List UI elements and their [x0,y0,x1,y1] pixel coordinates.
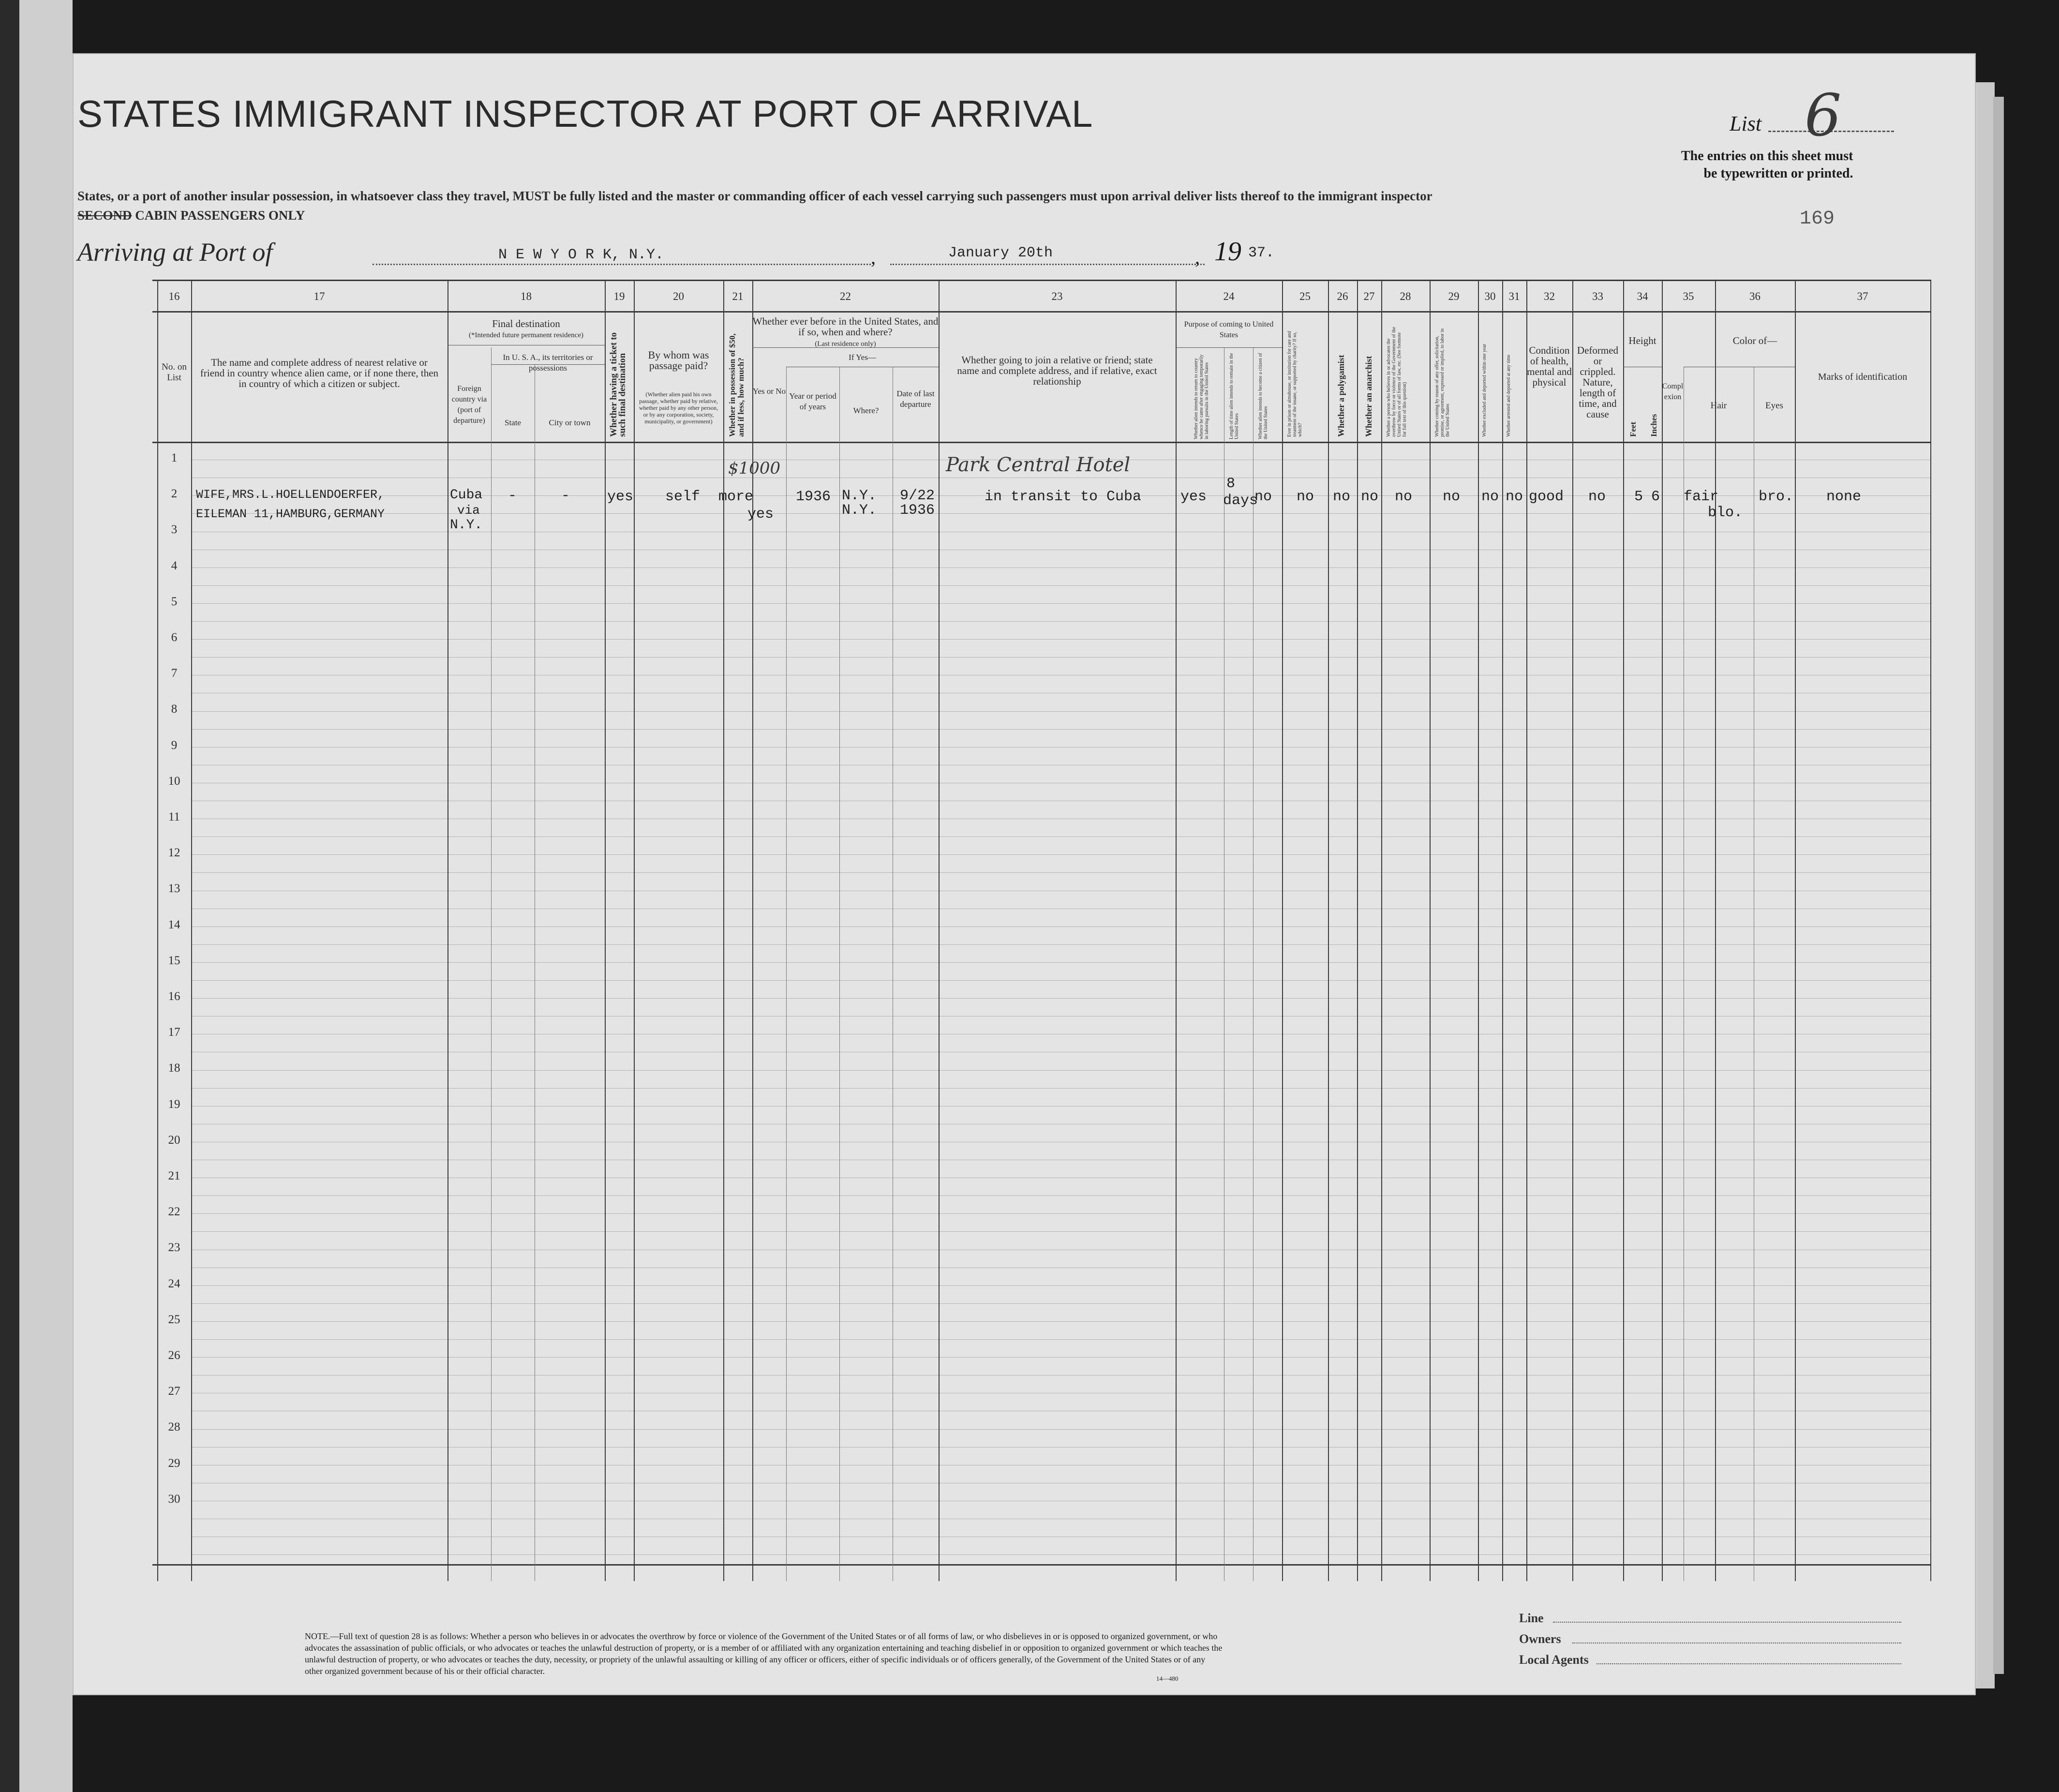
before-yesno: yes [747,506,774,523]
row-number: 10 [168,774,180,788]
row-rule [191,567,1930,568]
class-label [77,208,305,223]
row-number: 25 [168,1313,180,1326]
rule [752,347,939,348]
col-number: 27 [1363,290,1375,302]
row-rule [191,1285,1930,1286]
citizen-value: no [1254,489,1272,505]
money-handwritten: $1000 [728,459,781,478]
relative-line2: EILEMAN 11,HAMBURG,GERMANY [196,507,385,521]
page-stamp: 169 [1800,208,1835,230]
col-divider [939,280,940,1581]
col-number: 23 [1051,290,1063,302]
header-length: Length of time alien intends to remain in the United States [1229,353,1239,439]
col-divider [1662,280,1663,1581]
col-number: 24 [1223,290,1235,302]
row-rule [191,1231,1930,1232]
arrested-value: no [1506,489,1523,505]
row-rule [191,1213,1930,1214]
col-divider [1478,280,1479,1581]
header-city: City or town [549,418,591,427]
row-rule [191,1088,1930,1089]
header-labor: Whether coming by reason of any offer, solicitation, promise, or agreement, expressed or implied, to labor in the United States [1434,328,1450,437]
deformed-value: no [1588,489,1606,505]
agents-dotline [1596,1663,1901,1664]
row-rule [191,1429,1930,1430]
port-dotline [373,264,871,265]
polygamist-value: no [1333,489,1351,505]
row-rule [191,854,1930,855]
port-value: N E W Y O R K, N.Y. [498,247,664,263]
header-health: Condition of health, mental and physical [1527,344,1572,388]
row-rule [191,1554,1930,1555]
page-edge-right [1974,82,1995,1688]
header-complexion: Complexion [1662,382,1684,401]
row-number: 18 [168,1061,180,1075]
row-number: 5 [171,595,178,608]
entries-note [1681,148,1853,182]
before-where2: N.Y. [842,502,877,519]
row-rule [191,1339,1930,1340]
complexion-value: fair [1684,489,1719,505]
manifest-table [152,280,1930,1581]
col-divider [191,280,192,1581]
col-divider [1930,280,1931,1581]
header-passage-note: (Whether alien paid his own passage, whether paid by relative, whether paid by any other person, or by any corporation, society, municipality, or government) [639,391,718,425]
row-rule [191,1070,1930,1071]
col-divider [605,280,606,1581]
col-number: 32 [1544,290,1555,302]
header-state: State [505,418,521,427]
header-money: Whether in possession of $50, and if less, how much? [728,333,746,437]
form-number: 14—480 [1156,1675,1179,1682]
row-rule [191,603,1930,604]
row-number: 29 [168,1456,180,1470]
col-number: 17 [313,290,325,302]
col-number: 25 [1299,290,1311,302]
col-divider [1715,280,1716,1581]
length-line1: 8 [1226,476,1236,492]
row-number: 9 [171,738,178,752]
date-value: January 20th [948,245,1053,261]
header-marks: Marks of identification [1818,372,1908,382]
hair-value: blo. [1708,505,1743,521]
col-number: 29 [1448,290,1460,302]
agents-label: Local Agents [1519,1653,1589,1667]
return-value: yes [1180,489,1207,505]
header-before-note: (Last residence only) [815,340,876,348]
health-value: good [1529,489,1564,505]
rule [152,280,1930,281]
row-rule [191,872,1930,873]
row-number: 4 [171,559,178,572]
class-struck: SECOND [77,208,132,223]
col-divider [1623,280,1624,1581]
row-number: 21 [168,1169,180,1182]
rule [152,442,1930,443]
prison-value: no [1297,489,1314,505]
row-number: 27 [168,1385,180,1398]
header-return: Whether alien intends to return to country whence he came after engaging temporarily in laboring pursuits in the United States [1194,354,1209,439]
header-eyes: Eyes [1765,401,1783,411]
join-handwritten: Park Central Hotel [946,454,1131,476]
header-date-departure: Date of last departure [896,389,935,409]
row-number: 20 [168,1133,180,1147]
money-value: more [718,489,754,505]
rule [491,364,605,365]
header-final-note: (*Intended future permanent residence) [469,331,583,339]
foreign-line2: via [457,503,480,518]
col-divider [786,367,787,1581]
row-rule [191,729,1930,730]
header-citizen: Whether alien intends to become a citizen of the United States [1258,353,1268,439]
row-number: 12 [168,846,180,860]
col-number: 37 [1857,290,1868,302]
row-number: 16 [168,990,180,1003]
row-number: 26 [168,1349,180,1362]
row-rule [191,711,1930,712]
col-divider [839,367,840,1581]
row-rule [191,1447,1930,1448]
header-arrested: Whether arrested and deported at any time [1506,355,1511,437]
col-divider [1381,280,1382,1581]
row-number: 11 [168,810,180,823]
row-rule [191,1195,1930,1196]
row-number: 15 [168,954,180,967]
anarchist-value: no [1361,489,1379,505]
before-date1: 9/22 [900,488,935,504]
adjacent-page-edge [19,0,73,1792]
before-date2: 1936 [900,502,935,519]
owners-label: Owners [1519,1632,1561,1646]
col-number: 20 [673,290,684,302]
row-number: 13 [168,882,180,896]
col-divider [1357,280,1358,1581]
row-rule [191,998,1930,999]
col-number: 16 [168,290,180,302]
inches-value: 6 [1651,489,1660,505]
row-rule [191,1357,1930,1358]
header-no-on-list: No. on List [162,362,187,383]
foreign-line1: Cuba [450,488,483,503]
city-value: - [561,488,570,504]
row-number: 14 [168,918,180,931]
col-number: 33 [1592,290,1603,302]
header-overthrow: Whether a person who believes in or advocates the overthrow by force or violence of the Government of the United States or of all forms of law, etc. (See footnote for full text of this question) [1386,327,1407,437]
row-rule [191,980,1930,981]
col-number: 34 [1637,290,1648,302]
header-ticket: Whether having a ticket to such final destination [609,332,627,437]
col-divider [1430,280,1431,1581]
relative-line1: WIFE,MRS.L.HOELLENDOERFER, [196,488,385,502]
col-divider [1526,280,1527,1581]
ticket-value: yes [607,489,634,505]
col-number: 35 [1683,290,1694,302]
comma: , [1195,246,1200,268]
footer-note: NOTE.—Full text of question 28 is as follows: Whether a person who believes in or advocates the overthrow by force or violence of the Government of the United States or of all forms of law, or who disbelieves in or is opposed to organized government, or who advocates the assassination of public officials, or who advocates or teaches the unlawful destruction of property, or is a member of or affiliated with any organization entertaining and teaching disbelief in or opposition to organized government or which teaches the unlawful destruction of property, or who advocates or teaches the duty, necessity, or propriety of the unlawful assaulting or killing of any officer or officers, either of specific individuals or of officers generally, of the Government of the United States or of any other organized government because of his or their official character. [305,1631,1223,1676]
passage-value: self [665,489,701,505]
header-hair: Hair [1710,401,1727,411]
date-dotline [890,264,1205,265]
row-number: 23 [168,1241,180,1254]
header-foreign-country: Foreign country via (port of departure) [451,385,487,425]
rule [1176,347,1282,348]
row-number: 8 [171,702,178,716]
row-rule [191,513,1930,514]
col-number: 28 [1400,290,1411,302]
instruction-text: States, or a port of another insular possession, in whatsoever class they travel, MUST be fully listed and the master or commanding officer of each vessel carrying such passengers must upon arrival deliver lists thereof to the immigrant inspector [77,189,1432,203]
entries-note-line1: The entries on this sheet must [1681,149,1853,164]
header-final-destination: Final destination [492,318,560,329]
col-divider [491,347,492,1581]
year-suffix: 37. [1248,245,1275,261]
col-divider [1328,280,1329,1581]
header-excluded: Whether excluded and deported within one year [1482,343,1487,437]
row-number: 2 [171,487,178,501]
header-year: Year or period of years [789,391,836,411]
row-rule [191,836,1930,837]
header-yes-no: Yes or No [752,387,786,396]
row-rule [191,926,1930,927]
header-relative: The name and complete address of nearest relative or friend in country whence alien came, or if none there, then in country of which a citizen or subject. [200,357,439,389]
header-feet: Feet [1628,421,1638,437]
excluded-value: no [1481,489,1499,505]
col-divider [634,280,635,1581]
labor-value: no [1443,489,1461,505]
header-before: Whether ever before in the United States, and if so, when and where? [752,315,939,338]
col-number: 19 [613,290,625,302]
row-rule [191,639,1930,640]
comma: , [871,246,876,268]
row-rule [191,621,1930,622]
col-number: 26 [1337,290,1348,302]
header-join: Whether going to join a relative or friend; state name and complete address, and if relative, exact relationship [957,354,1157,387]
col-divider [723,280,724,1581]
header-polygamist: Whether a polygamist [1336,355,1346,437]
col-number: 31 [1508,290,1520,302]
before-year: 1936 [796,489,831,505]
col-number: 30 [1484,290,1496,302]
col-number: 22 [840,290,851,302]
row-number: 30 [168,1492,180,1506]
line-dotline [1553,1622,1901,1623]
row-rule [191,1321,1930,1322]
list-label: List [1730,112,1762,135]
eyes-value: bro. [1759,489,1794,505]
row-number: 28 [168,1420,180,1434]
row-rule [191,585,1930,586]
rule [152,311,1930,313]
page-title: STATES IMMIGRANT INSPECTOR AT PORT OF ARRIVAL [77,92,1093,135]
header-usa: In U. S. A., its territories or possessions [503,353,593,373]
row-number: 6 [171,631,178,644]
col-divider [1502,280,1503,1581]
header-deformed: Deformed or crippled. Nature, length of time, and cause [1577,344,1619,420]
header-color: Color of— [1732,335,1777,346]
row-rule [191,962,1930,963]
row-rule [191,1303,1930,1304]
col-divider [1282,280,1283,1581]
join-value: in transit to Cuba [985,489,1142,505]
marks-value: none [1826,489,1862,505]
page-edge-right-2 [1993,97,2004,1674]
before-where1: N.Y. [842,488,877,504]
header-prison: Ever in prison or almshouse, or institution for care and treatment of the insane, or supported by charity? If so, which? [1287,331,1303,437]
entries-note-line2: be typewritten or printed. [1703,166,1853,181]
feet-value: 5 [1634,489,1643,505]
overthrow-value: no [1395,489,1413,505]
row-number: 19 [168,1097,180,1111]
foreign-line3: N.Y. [450,518,483,533]
col-number: 21 [732,290,744,302]
class-rest: CABIN PASSENGERS ONLY [132,208,305,223]
row-number: 3 [171,523,178,537]
col-number: 36 [1749,290,1761,302]
col-number: 18 [521,290,532,302]
row-number: 24 [168,1277,180,1290]
col-divider [1572,280,1573,1581]
year-prefix: 19 [1214,237,1241,267]
length-line2: days [1223,493,1258,509]
header-purpose: Purpose of coming to United States [1184,320,1274,339]
rule [152,1564,1930,1566]
header-if-yes: If Yes— [849,353,876,362]
row-rule [191,944,1930,945]
col-divider [1176,280,1177,1581]
header-where: Where? [853,406,879,415]
header-anarchist: Whether an anarchist [1364,356,1373,437]
arriving-label: Arriving at Port of [77,238,273,267]
row-number: 17 [168,1026,180,1039]
line-label: Line [1519,1611,1544,1625]
header-inches: Inches [1649,414,1658,437]
header-passage: By whom was passage paid? [648,349,709,372]
scan-edge-left [0,0,19,1792]
list-number: 6 [1805,82,1842,149]
row-number: 7 [171,667,178,680]
state-value: - [508,488,517,504]
row-number: 22 [168,1205,180,1219]
header-height: Height [1628,335,1656,346]
row-number: 1 [171,451,178,464]
col-divider [1795,280,1796,1581]
